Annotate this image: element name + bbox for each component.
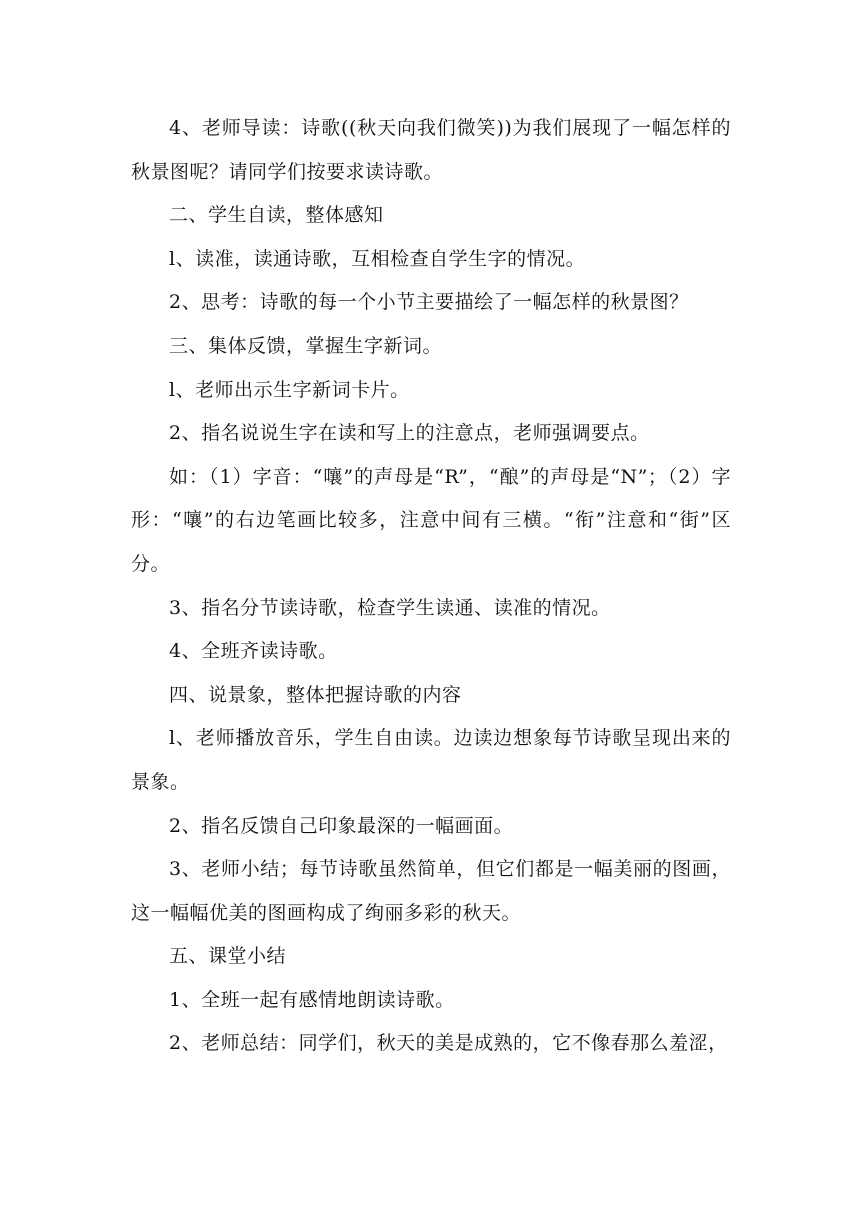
list-item-read-accurately: l、读准，读通诗歌，互相检查自学生字的情况。 [169, 247, 586, 270]
list-item-impression: 2、指名反馈自己印象最深的一幅画面。 [169, 814, 514, 837]
list-item-think: 2、思考：诗歌的每一个小节主要描绘了一幅怎样的秋景图？ [169, 291, 689, 314]
list-item-key-points: 2、指名说说生字在读和写上的注意点，老师强调要点。 [169, 422, 650, 445]
document-body [131, 107, 731, 1066]
section-heading-scenery: 四、说景象，整体把握诗歌的内容 [169, 683, 462, 706]
list-item-music: l、老师播放音乐，学生自由读。边读边想象每节诗歌呈现出来的景象。 [131, 727, 731, 793]
list-item-show-cards: l、老师出示生字新词卡片。 [169, 378, 410, 401]
paragraph-teacher-intro: 4、老师导读：诗歌((秋天向我们微笑))为我们展现了一幅怎样的秋景图呢？请同学们按要求读诗歌。 [131, 117, 731, 183]
list-item-teacher-summary: 2、老师总结：同学们，秋天的美是成熟的，它不像春那么羞涩， [169, 1032, 728, 1055]
list-item-summary: 3、老师小结；每节诗歌虽然简单，但它们都是一幅美丽的图画，这一幅幅优美的图画构成了绚丽多彩的秋天。 [131, 858, 731, 924]
section-heading-self-reading: 二、学生自读，整体感知 [169, 204, 384, 227]
list-item-class-reading: 4、全班齐读诗歌。 [169, 640, 338, 663]
list-item-section-reading: 3、指名分节读诗歌，检查学生读通、读准的情况。 [169, 596, 611, 619]
paragraph-examples: 如：（1）字音：“嚷”的声母是“R”，“酿”的声母是“N”；（2）字形：“嚷”的右边笔画比较多，注意中间有三横。“衔”注意和“街”区 分。 [131, 465, 731, 575]
section-heading-feedback: 三、集体反馈，掌握生字新词。 [169, 334, 443, 357]
section-heading-conclusion: 五、课堂小结 [169, 945, 287, 968]
list-item-read-together: 1、全班一起有感情地朗读诗歌。 [169, 988, 455, 1011]
